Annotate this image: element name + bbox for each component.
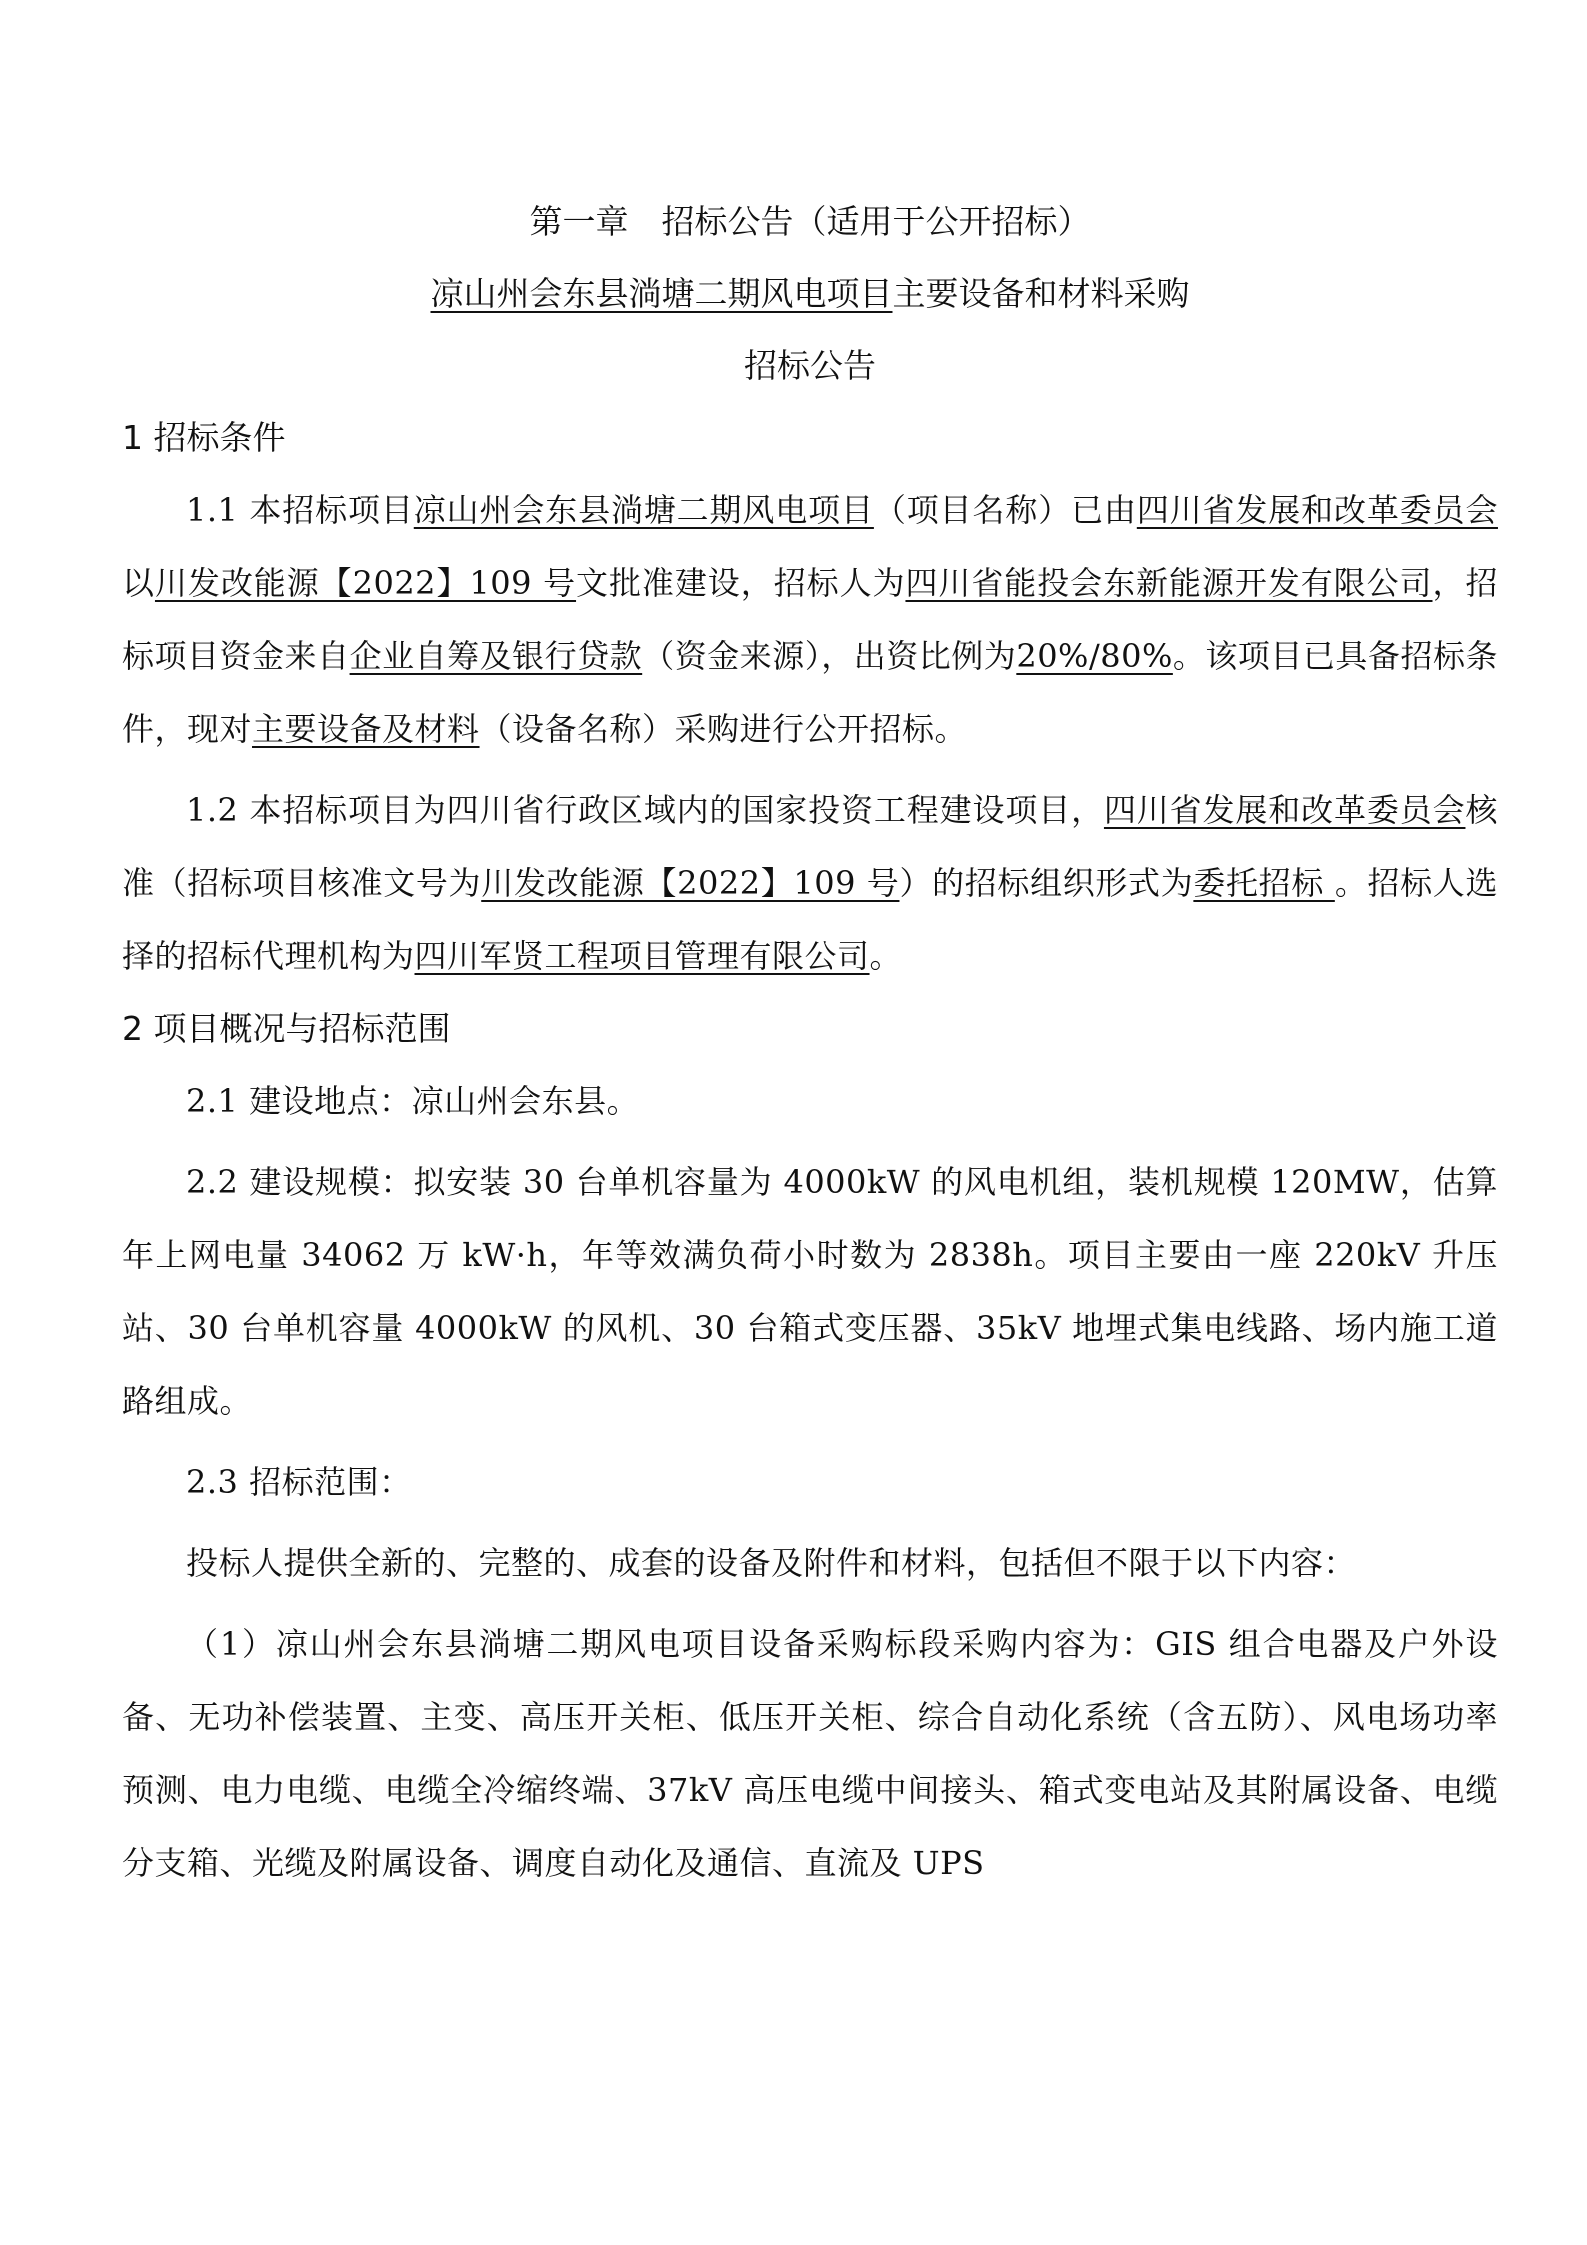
tender-form: 委托招标 (1193, 864, 1335, 902)
text: （项目名称）已由 (873, 491, 1137, 529)
project-title-rest: 主要设备和材料采购 (892, 274, 1190, 313)
project-name-underlined: 凉山州会东县淌塘二期风电项目 (430, 274, 893, 313)
chapter-title: 第一章 招标公告（适用于公开招标） (529, 202, 1091, 241)
section-2-heading: 2 项目概况与招标范围 (122, 1009, 451, 1048)
agency-name: 四川军贤工程项目管理有限公司 (414, 937, 870, 975)
equipment-name: 主要设备及材料 (252, 710, 480, 748)
text: 。招标人选择的招标代理机构为 (122, 864, 1498, 975)
text: ）的招标组织形式为 (899, 864, 1194, 902)
approval-document: 川发改能源【2022】109 号 (154, 564, 577, 602)
project-name: 凉山州会东县淌塘二期风电项目 (413, 491, 874, 529)
section-1-heading: 1 招标条件 (122, 418, 286, 457)
notice-title: 招标公告 (744, 346, 876, 385)
text: 1.2 本招标项目为四川省行政区域内的国家投资工程建设项目， (186, 791, 1104, 829)
fund-source: 企业自筹及银行贷款 (349, 637, 643, 675)
paragraph-2-3-intro: 投标人提供全新的、完整的、成套的设备及附件和材料，包括但不限于以下内容： (186, 1544, 1357, 1582)
paragraph-1-1 (122, 474, 1498, 766)
text: 核准（招标项目核准文号为 (122, 791, 1498, 902)
tenderer-name: 四川省能投会东新能源开发有限公司 (905, 564, 1433, 602)
paragraph-2-1: 2.1 建设地点：凉山州会东县。 (186, 1082, 640, 1120)
fund-ratio: 20%/80% (1016, 637, 1173, 675)
text: 。该项目已具备招标条件，现对 (122, 637, 1498, 748)
paragraph-2-2: 2.2 建设规模：拟安装 30 台单机容量为 4000kW 的风电机组，装机规模 120MW，估算年上网电量 34062 万 kW·h，年等效满负荷小时数为 2838h。项目主要由一座 220kV 升压站、30 台单机容量 4000kW 的风机、30 台箱式变压器、35kV 地埋式集电线路、场内施工道路组成。 (122, 1163, 1498, 1420)
paragraph-2-3: 2.3 招标范围： (186, 1463, 412, 1501)
approval-document: 川发改能源【2022】109 号 (481, 864, 900, 902)
text: 。 (869, 937, 903, 975)
text: 1.1 本招标项目 (186, 491, 414, 529)
text: （资金来源），出资比例为 (642, 637, 1017, 675)
project-title (122, 258, 1498, 330)
text: ，招标项目资金来自 (122, 564, 1498, 675)
text: 文批准建设，招标人为 (576, 564, 906, 602)
approval-authority: 四川省发展和改革委员会 (1136, 491, 1498, 529)
paragraph-1-2 (122, 774, 1498, 993)
document-body (122, 186, 1498, 1900)
text: （设备名称）采购进行公开招标。 (479, 710, 968, 748)
paragraph-2-3-item-1: （1）凉山州会东县淌塘二期风电项目设备采购标段采购内容为：GIS 组合电器及户外设备、无功补偿装置、主变、高压开关柜、低压开关柜、综合自动化系统（含五防）、风电场功率预测、电力电缆、电缆全冷缩终端、37kV 高压电缆中间接头、箱式变电站及其附属设备、电缆分支箱、光缆及附属设备、调度自动化及通信、直流及 UPS (122, 1625, 1498, 1882)
approval-authority: 四川省发展和改革委员会 (1103, 791, 1466, 829)
text: 以 (122, 564, 155, 602)
